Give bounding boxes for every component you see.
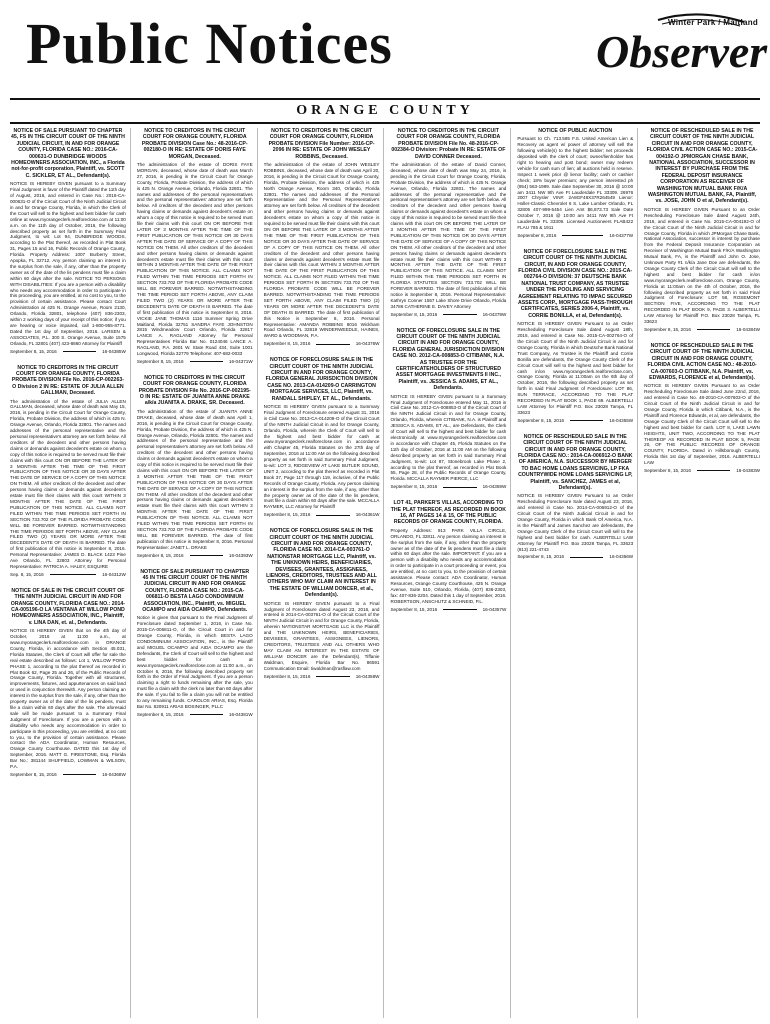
notice-body: NOTICE IS HEREBY GIVEN Pursuant to an Order Rescheduling Foreclosure Sale dated August 24th, 2016, and entered in Case No. 2015-CA-004192-O of the Circuit Court of the Ninth Judicial Circuit in and for Orange County, Florida in which JPMorgan Chase Bank, National Association, successor in interest by purchase from the Federal Deposit Insurance Corporation as Receiver of Washington Mutual Bank F/K/A Washington Mutual Bank, FA, is the Plaintiff and John O. Jose, Unknown Party #1 n/k/a Jane Doe are defendants, the Orange County Clerk of the Circuit Court will sell to the highest and best bidder for cash in/on www.myorangeclerk.realforeclose.com, Orange County, Florida at 11:00am on the 4th of October, 2016, the following described property as set forth in said Final Judgment of Foreclosure: LOT 58, ROSEMONT SECTION FIVE, ACCORDING TO THE PLAT RECORDED IN PLAT BOOK 9, PAGE 3. ALBERTELLI LAW Attorney for Plaintiff P.O. Box 23028 Tampa, FL 33623 — [644, 206, 760, 325]
notice-reference — [517, 554, 633, 560]
notice-body: Notice is given that pursuant to the Final Judgment of Foreclosure dated September 1, 2016, in Case No. 2015-CA-006811-O, of the Circuit Court in and for Orange County, Florida, in which BESTA LAGO CONDOMINIUM ASSOCIATION, INC., is the Plaintiff and MIGUEL OCAMPO and AIDA OCAMPO are the Defendants, the Clerk of Court will sell to the highest and best bidder for cash at www.myorangeclerk.realforeclose.com at 11:00 a.m., on October 6, 2016, the following described property set forth in the Order of Final Judgment. If you are a person claiming a right to funds remaining after the sale, you must file a claim with the clerk no later than 60 days after the sale. If you fail to file a claim you will not be entitled to any remaining funds. CAROLOS ARIAS, Esq. Florida Bar No. 820911 ARIAS BOSINGER, PLLC — [136, 615, 253, 709]
notice-reference — [10, 772, 126, 778]
notice-id: 16-04368W — [102, 771, 126, 777]
legal-notice — [390, 328, 506, 491]
notice-divider — [570, 557, 603, 558]
notice-heading: NOTICE OF FORECLOSURE SALE IN THE CIRCUIT COURT OF THE NINTH JUDICIAL CIRCUIT, IN AND FOR ORANGE COUNTY, FLORIDA CIVIL DIVISION CASE NO.: 2015-CA-002764-O DIVISION: 37 DEUTSCHE BANK NATIONAL TRUST COMPANY, AS TRUSTEE UNDER THE POOLING AND SERVICING AGREEMENT RELATING TO IMPAC SECURED ASSETS CORP., MORTGAGE PASS-THROUGH CERTIFICATES, SERIES 2006-4, Plaintiff, vs. CORRIE BONILLA, et al, Defendant(s). — [517, 248, 633, 319]
legal-notice — [264, 357, 380, 518]
notice-divider — [570, 420, 603, 421]
notice-body: The administration of the estate of JOHN WESLEY ROBBINS, deceased, whose date of death was April 20, 2016, is pending in the Circuit Court for Orange County, Florida, Probate Division, the address of which is 425 North Orange Avenue, Room 340, Orlando, Florida 32801. The names and addresses of the Personal Representative and the Personal Representative's attorney are set forth below. All creditors of the decedent and other persons having claims or demands against decedent's estate on whom a copy of this notice is required to be served must file their claims with this court ON OR BEFORE THE LATER OF 3 MONTHS AFTER THE TIME OF THE FIRST PUBLICATION OF THIS NOTICE OR 30 DAYS AFTER THE DATE OF SERVICE OF A COPY OF THIS NOTICE ON THEM. All other creditors of the decedent and other persons having claims or demands against decedent's estate must file their claims with this court WITHIN 3 MONTHS AFTER THE DATE OF THE FIRST PUBLICATION OF THIS NOTICE. ALL CLAIMS NOT FILED WITHIN THE TIME PERIODS SET FORTH IN SECTION 733.702 OF THE FLORIDA PROBATE CODE WILL BE FOREVER BARRED. NOTWITHSTANDING THE TIME PERIODS SET FORTH ABOVE, ANY CLAIM FILED TWO (2) YEARS OR MORE AFTER THE DECEDENT'S DATE OF DEATH IS BARRED. The date of first publication of this Notice is September 8, 2016. Personal Representative: AMANDA ROBBINS 8016 Wickham Road Orlando, FL 32819 WINDERWEEDLE, HAINES, WARD & WOODMAN, P.A. — [263, 162, 380, 339]
notice-heading: NOTICE TO CREDITORS IN THE CIRCUIT COURT FOR ORANGE COUNTY, FLORIDA PROBATE DIVISION Case No.: 48-2016-CP-002180-O IN RE: ESTATE OF DORIS FAYE MORGAN, Deceased. — [141, 128, 248, 160]
notice-divider — [316, 344, 349, 345]
observer-logo — [588, 12, 768, 88]
notice-reference — [390, 312, 506, 318]
notice-reference — [137, 359, 253, 365]
notice-id: 16-04312W — [102, 571, 126, 577]
notice-body: The administration of the estate of JULIA ALLEN GALLMAN, deceased, whose date of death was May 15, 2016, is pending in the Circuit Court for Orange County, Florida, Probate Division, the address of which is 425 N. Orange Avenue, Orlando, Florida 32801. The names and addresses of the personal representative and the personal representative's attorney are set forth below. All creditors of the decedent and other persons having claims or demands against decedent's estate on whom a copy of this notice is required to be served must file their claims with this court ON OR BEFORE THE LATER OF 3 MONTHS AFTER THE TIME OF THE FIRST PUBLICATION OF THIS NOTICE OR 30 DAYS AFTER THE DATE OF SERVICE OF A COPY OF THIS NOTICE ON THEM. All other creditors of the decedent and other persons having claims or demands against decedent's estate must file their claims with this court WITHIN 3 MONTHS AFTER THE DATE OF THE FIRST PUBLICATION OF THIS NOTICE. ALL CLAIMS NOT FILED WITHIN THE TIME PERIODS SET FORTH IN SECTION 733.702 OF THE FLORIDA PROBATE CODE WILL BE FOREVER BARRED. NOTWITHSTANDING THE TIME PERIODS SET FORTH ABOVE, ANY CLAIM FILED TWO (2) YEARS OR MORE AFTER THE DECEDENT'S DATE OF DEATH IS BARRED. The date of first publication of this notice is September 8, 2016. Personal Representative: JAMES D. BLACK 1423 Pine Ave Orlando, FL 32803 Attorney for Personal Representative: PATRICIA A. HALEY, ESQUIRE — [10, 398, 126, 569]
notice-body: The administration of the estate of JUANITA ANNE DRAKE, deceased, whose date of death was April 1, 2016, is pending in the Circuit Court for Orange County, Florida, Probate Division, the address of which is 425 N. Orange Avenue, Orlando, Florida 32801. The names and addresses of the personal representative and the personal representative's attorney are set forth below. All creditors of the decedent and other persons having claims or demands against decedent's estate on whom a copy of this notice is required to be served must file their claims with this court ON OR BEFORE THE LATER OF 3 MONTHS AFTER THE TIME OF THE FIRST PUBLICATION OF THIS NOTICE OR 30 DAYS AFTER THE DATE OF SERVICE OF A COPY OF THIS NOTICE ON THEM. All other creditors of the decedent and other persons having claims or demands against decedent's estate must file their claims with this court WITHIN 3 MONTHS AFTER THE DATE OF THE FIRST PUBLICATION OF THIS NOTICE. ALL CLAIMS NOT FILED WITHIN THE TIME PERIODS SET FORTH IN SECTION 733.702 OF THE FLORIDA PROBATE CODE WILL BE FOREVER BARRED. The date of first publication of this notice is September 8, 2016. Personal Representative: JANET L. DRAKE — [136, 408, 253, 550]
notice-column — [264, 128, 385, 1018]
legal-notice — [10, 365, 126, 578]
legal-notice — [137, 569, 253, 718]
notice-body: The administration of the estate of DORIS FAYE MORGAN, deceased, whose date of death was March 27, 2016, is pending in the Circuit Court for Orange County, Florida, Probate Division, the address of which is 425 N. Orange Avenue, Orlando, Florida 32801. The names and addresses of the personal representatives and the personal representatives' attorney are set forth below. All creditors of the decedent and other persons having claims or demands against decedent's estate on whom a copy of this notice is required to be served must file their claims with this court ON OR BEFORE THE LATER OF 3 MONTHS AFTER THE TIME OF THE FIRST PUBLICATION OF THIS NOTICE OR 30 DAYS AFTER THE DATE OF SERVICE OF A COPY OF THIS NOTICE ON THEM. All other creditors of the decedent and other persons having claims or demands against decedent's estate must file their claims with this court WITHIN 3 MONTHS AFTER THE DATE OF THE FIRST PUBLICATION OF THIS NOTICE. ALL CLAIMS NOT FILED WITHIN THE TIME PERIODS SET FORTH IN SECTION 733.702 OF THE FLORIDA PROBATE CODE WILL BE FOREVER BARRED. NOTWITHSTANDING THE TIME PERIOD SET FORTH ABOVE, ANY CLAIM FILED TWO (2) YEARS OR MORE AFTER THE DECEDENT'S DATE OF DEATH IS BARRED. The date of first publication of this notice is September 8, 2016. VICKIE JANE THOMAS 1116 Summer Spring Drive Maitland, Florida 32751 SANDRA FAYE JOHNSTON 2815 Windmeadow Court Orlando, Florida 32817 LANCE A. RAGLAND Attorney for Personal Representatives Florida Bar No. 0124046 LANCE A. RAGLAND, P.A. 2601 W. State Road 434, Suite 1001 Longwood, Florida 32779 Telephone: 407-682-0033 — [136, 162, 253, 357]
page-title: Public Notices — [26, 11, 393, 76]
notice-publication-dates: September 8, 15, 2016 — [390, 484, 438, 490]
notice-reference — [137, 553, 253, 559]
notice-heading: NOTICE OF SALE PURSUANT TO CHAPTER 45 IN THE CIRCUIT COURT OF THE NINTH JUDICIAL CIRCUIT IN AND FOR ORANGE COUNTY, FLORIDA CASE NO.: 2015-CA-006811-O BESTA LAGO CONDOMINIUM ASSOCIATION, INC., Plaintiff, vs. MIGUEL OCAMPO and AIDA OCAMPO, Defendants. — [140, 568, 250, 613]
legal-notice — [264, 528, 380, 679]
notice-body: NOTICE IS HEREBY GIVEN Pursuant to an Order Rescheduling Foreclosure Sale dated August 23, 2016, and entered in Case No. 2014-CA-006912-O of the Circuit Court of the Ninth Judicial Circuit in and for Orange County, Florida in which Bank Of America, N.A. is the Plaintiff and James Sanchez are defendants, the Orange County Clerk of the Circuit Court will sell to the highest and best bidder for cash. ALBERTELLI LAW Attorney for Plaintiff P.O. Box 23028 Tampa, FL 33623 (813) 221-4743 — [517, 493, 634, 552]
notice-divider — [190, 555, 223, 556]
notice-id: 16-04356W — [609, 554, 634, 560]
notice-reference — [10, 572, 126, 578]
logo-wordmark: Observer — [596, 26, 768, 77]
masthead — [0, 0, 770, 96]
notice-id: 16-04379W — [482, 311, 507, 317]
notice-heading: NOTICE OF RESCHEDULED SALE IN THE CIRCUIT COURT OF THE NINTH JUDICIAL CIRCUIT IN AND FOR ORANGE COUNTY, FLORIDA CIVIL ACTION CASE NO.: 2015-CA-004192-O JPMORGAN CHASE BANK, NATIONAL ASSOCIATION, SUCCESSOR IN INTEREST BY PURCHASE FROM THE FEDERAL DEPOSIT INSURANCE CORPORATION AS RECEIVER OF WASHINGTON MUTUAL BANK F/K/A WASHINGTON MUTUAL BANK, FA, Plaintiff, vs. JOSE, JOHN O et al, Defendant(s). — [646, 128, 758, 205]
notice-divider — [190, 361, 223, 362]
notice-id: 16-04384W — [736, 327, 760, 332]
notice-divider — [562, 235, 603, 236]
notice-publication-dates: September 8, 15, 2016 — [390, 311, 438, 317]
notice-id: 16-04381W — [228, 711, 253, 717]
notice-id: 16-04359W — [482, 484, 507, 490]
notice-heading: NOTICE TO CREDITORS IN THE CIRCUIT COURT FOR ORANGE COUNTY, FLORIDA PROBATE DIVISION File No. 2016-CP-002263-O Division 2 IN RE: ESTATE OF JULIA ALLEN GALLMAN, Deceased. — [11, 364, 124, 397]
notice-heading: NOTICE OF RESCHEDULED SALE IN THE CIRCUIT COURT OF THE NINTH JUDICIAL CIRCUIT IN AND FOR ORANGE COUNTY, FLORIDA CIVIL ACTION CASE NO.: 48-2010-CA-007603-O CITIBANK, N.A. Plaintiff, vs. EDWARDS, FLORENCE et al, Defendant(s). — [647, 342, 757, 381]
notice-id: 16-04383W — [736, 468, 760, 474]
notice-column — [10, 128, 131, 1018]
notice-reference — [264, 512, 380, 518]
notice-publication-dates: September 8, 15, 2016 — [644, 468, 691, 474]
notice-reference — [644, 327, 760, 333]
notice-reference — [10, 349, 126, 355]
notice-reference — [264, 674, 380, 680]
notice-id: 16-04361W — [355, 512, 380, 518]
notice-reference — [644, 468, 760, 474]
notice-divider — [697, 329, 730, 330]
notice-heading: NOTICE OF SALE PURSUANT TO CHAPTER 45, FS IN THE CIRCUIT COURT OF THE NINTH JUDICIAL CIRCUIT, IN AND FOR ORANGE COUNTY, FLORIDA CASE NO.: 2016-CA-000631-O DUNBRIDGE WOODS HOMEOWNERS ASSOCIATION, INC., a Florida not-for-profit corporation, Plaintiff, vs. SCOTT C. SICKLER, ET AL., Defendant(s). — [10, 128, 125, 179]
notice-publication-dates: September 8, 2016 — [517, 232, 557, 238]
notice-divider — [50, 574, 96, 575]
notice-divider — [316, 676, 349, 677]
notice-column — [137, 128, 258, 1018]
notice-id: 16-04358W — [355, 673, 380, 679]
notice-body: NOTICE IS HEREBY GIVEN pursuant to a Summary Final Judgment of Foreclosure entered May 11, 2016 in Civil Case No. 2012-CA-008853-O of the Circuit Court of the NINTH Judicial Circuit in and for Orange County, Orlando, Florida, wherein CITIBANK, N.A. is Plaintiff and JESSICA S. ADAMS, ET AL., are Defendants, the Clerk of Court will sell to the highest and best bidder for cash electronically at www.myorangeclerk.realforeclose.com in accordance with Chapter 45, Florida Statutes on the 11th day of October, 2016 at 11:00 AM on the following described property as set forth in said Summary Final Judgment, to-wit: Lot 87, Stonebrook Lake Phase 2, according to the plat thereof, as recorded in Plat Book 55, Page 28, of the Public Records of Orange County, Florida. MCCALLA RAYMER PIERCE, LLC — [390, 393, 507, 482]
legal-notice — [10, 588, 126, 778]
notice-publication-dates: September 8, 15, 2016 — [136, 552, 184, 558]
notice-publication-dates: Sep. 8, 15, 2016 — [10, 571, 44, 577]
notice-id: 16-04385W — [102, 348, 126, 354]
notice-reference — [137, 712, 253, 718]
legal-notice — [644, 343, 760, 474]
notice-columns — [10, 128, 760, 1018]
notice-heading: LOT 41, PARKER'S VILLAS, ACCORDING TO THE PLAT THEREOF, AS RECORDED IN BOOK 16, AT PAGES 14 & 15, OF THE PUBLIC RECORDS OF ORANGE COUNTY, FLORIDA. — [390, 500, 507, 526]
notice-divider — [63, 351, 96, 352]
notice-publication-dates: September 8, 15, 2016 — [10, 348, 57, 354]
notice-column — [644, 128, 760, 1018]
notice-publication-dates: September 8, 15, 2016 — [263, 512, 311, 518]
notice-publication-dates: September 8, 15, 2016 — [644, 327, 691, 332]
legal-notice — [517, 249, 633, 424]
legal-notice — [517, 128, 633, 239]
notice-heading: NOTICE OF PUBLIC AUCTION — [538, 128, 613, 134]
notice-body: NOTICE IS HEREBY GIVEN pursuant to a Summary Final Judgment in favor of the Plaintiff dated the 11th day of August, 2016, and entered in Case No.: 2016-CA-000631-O of the Circuit Court of the Ninth Judicial Circuit in and for Orange County, Florida, in which the Clerk of the Court will sell to the highest and best bidder for cash online at www.myorangeclerk.realforeclose.com at 11:00 a.m. on the 11th day of October, 2016, the following described property as set forth in the Summary Final Judgment, to wit: Lot 94, DUNBRIDGE WOODS, according to the Plat thereof, as recorded in Plat Book 31, Pages 15 and 16, Public Records of Orange County, Florida. Property Address: 1007 Burberry Street, Apopka, FL 32712. Any person claiming an interest in the surplus from the sale, if any, other than the property owner as of the date of the lis pendens must file a claim within 60 days after the sale. NOTICE TO PERSONS WITH DISABILITIES: If you are a person with a disability who needs any accommodation in order to participate in this proceeding, you are entitled, at no cost to you, to the provision of certain assistance. Please contact Court Administration at 425 N. Orange Avenue, Room 2130, Orlando, Florida 32801, telephone (407) 836-2303, within 2 working days of your receipt of this notice; if you are hearing or voice impaired, call 1-800-955-8771. Dated the 1st day of September, 2016. LARSEN & ASSOCIATES, P.L. 300 S. Orange Avenue, Suite 1575 Orlando, FL 32801 (407) 423-8860 Attorney for Plaintiff — [10, 181, 126, 346]
legal-notice — [264, 128, 380, 347]
notice-body: NOTICE IS HEREBY GIVEN Pursuant to an Order Rescheduling Foreclosure Sale dated June 22nd, 2016, and entered in Case No. 48-2010-CA-007603-O of the Circuit Court of the Ninth Judicial Circuit in and for Orange County, Florida in which Citibank, N.A., is the Plaintiff and Florence Edwards, et al, are defendants, the Orange County Clerk of the Circuit Court will sell to the highest and best bidder for cash. LOT 8, LAKE LAWN HEIGHTS, UNIT TWO, ACCORDING TO THE PLAT THEREOF AS RECORDED IN PLAT BOOK 5, PAGE 20, OF THE PUBLIC RECORDS OF ORANGE COUNTY, FLORIDA. Dated in Hillsborough County, Florida this 1st day of September, 2016. ALBERTELLI LAW — [644, 383, 760, 466]
notice-reference — [517, 233, 633, 239]
notice-heading: NOTICE OF FORECLOSURE SALE IN THE CIRCUIT COURT OF THE NINTH JUDICIAL CIRCUIT IN AND FOR ORANGE COUNTY, FLORIDA GENERAL JURISDICTION DIVISION CASE NO. 2012-CA-008853-O CITIBANK, N.A. AS TRUSTEE FOR THE CERTIFICATEHOLDERS OF STRUCTURED ASSET MORTGAGE INVESTMENTS II INC., Plaintiff, vs. JESSICA S. ADAMS, ET AL., Defendants. — [392, 327, 505, 392]
notice-body: Pursuant to Ch. 713.585 F.S. United American Lien & Recovery as agent w/ power of attorney will sell the following vehicle(s) to the highest bidder; net proceeds deposited with the clerk of court; owner/lienholder has right to hearing and post bond; owner may redeem vehicle for cash sum of lien; all auctions held in reserve. Inspect 1 week prior @ lienor facility; cash or cashier check; 18% buyer premium; any person interested ph (954) 563-1999. Sale date September 30, 2016 @ 10:00 am 3411 NW 9th Ave Ft Lauderdale FL 33309. 26976 2007 Chrysler VIN#: 2A8GF48X37R264549 Lienor: Holler-Classic Chevrolet 6 S. Lake Lumber Orlando, FL 32805 407-999-5454 Lien Amt $6,873.73 Sale Date October 7, 2016 @ 10:00 am 3411 NW 9th Ave Ft Lauderdale FL 33309. Licensed Auctioneers FLAB422 FLAU 765 & 1911 — [517, 136, 634, 230]
notice-id: 16-04357W — [482, 606, 507, 612]
notice-id: 16-04376W — [355, 341, 380, 347]
notice-publication-dates: September 8, 15, 2016 — [517, 554, 565, 560]
notice-heading: NOTICE TO CREDITORS IN THE CIRCUIT COURT FOR ORANGE COUNTY, FLORIDA PROBATE DIVISION File Number: 2016-CP-2096 IN RE: ESTATE OF JOHN WESLEY ROBBINS, Deceased. — [268, 128, 375, 160]
notice-divider — [443, 314, 476, 315]
notice-divider — [63, 774, 96, 775]
notice-column — [390, 128, 511, 1018]
notice-publication-dates: September 8, 15, 2016 — [136, 711, 184, 717]
section-banner — [10, 98, 760, 124]
logo-tagline: Winter Park / Maitland — [668, 18, 759, 27]
notice-body: NOTICE IS HEREBY GIVEN Pursuant to an Order Rescheduling Foreclosure Sale dated August 18th, 2016, and entered in Case No. 2015-CA-002764-O of the Circuit Court of the Ninth Judicial Circuit in and for Orange County, Florida in which Deutsche Bank National Trust Company, As Trustee is the Plaintiff and Corrie Bonilla are defendants, the Orange County Clerk of the Circuit Court will sell to the highest and best bidder for cash in/on www.myorangeclerk.realforeclose.com, Orange County, Florida at 11:00am on the 6th day of October, 2016, the following described property as set forth in said Final Judgment of Foreclosure: LOT 86, SUN TERRACE, ACCORDING TO THE PLAT RECORDED IN PLAT BOOK 1, PAGE 69. ALBERTELLI LAW Attorney for Plaintiff P.O. Box 23028 Tampa, FL 33623 — [517, 321, 634, 415]
notice-body: The administration of the estate of David Conner, deceased, whose date of death was May 24, 2016, is pending in the Circuit Court for Orange County, Florida, Probate Division, the address of which is 425 N. Orange Avenue, Orlando, Florida 32801. The names and addresses of the personal representative and the personal representative's attorney are set forth below. All creditors of the decedent and other persons having claims or demands against decedent's estate on whom a copy of this notice is required to be served must file their claims with this court ON OR BEFORE THE LATER OF 3 MONTHS AFTER THE TIME OF THE FIRST PUBLICATION OF THIS NOTICE OR 30 DAYS AFTER THE DATE OF SERVICE OF A COPY OF THIS NOTICE ON THEM. All other creditors of the decedent and other persons having claims or demands against decedent's estate must file their claims with this court WITHIN 3 MONTHS AFTER THE DATE OF THE FIRST PUBLICATION OF THIS NOTICE. ALL CLAIMS NOT FILED WITHIN THE TIME PERIODS SET FORTH IN FLORIDA STATUTES SECTION 733.702 WILL BE FOREVER BARRED. The date of first publication of this notice is September 8, 2016. Personal Representative: Kathryn Conner 1557 Lake Shore Drive Orlando, Florida 34786 CATHERINE E. DAVEY Attorney — [390, 162, 507, 309]
notice-publication-dates: September 8, 15, 2016 — [517, 417, 565, 423]
notice-reference — [390, 484, 506, 490]
legal-notice — [137, 128, 253, 365]
notice-publication-dates: September 8, 15, 2016 — [136, 358, 184, 364]
legal-notice — [390, 128, 506, 318]
notice-publication-dates: September 8, 15, 2016 — [263, 673, 311, 679]
notice-publication-dates: September 8, 15, 2016 — [390, 606, 438, 612]
notice-body: NOTICE IS HEREBY GIVEN that on the 4th day of October, 2016 at 11:00 a.m., at www.myorangeclerk.realforeclose.com in ORANGE County, Florida, in accordance with Section 45.031, Florida Statutes, the Clerk of Court will offer for sale the real estate described as follows: Lot 1, WILLOW POND PHASE 1, according to the plat thereof as recorded in Plat Book 62, Page 25 and 26, of the Public Records of Orange County, Florida. Together with all structures, improvements, fixtures, and appurtenances on said land or used in conjunction therewith. Any person claiming an interest in the surplus from the sale, if any, other than the property owner as of the date of the lis pendens, must file a claim within 60 days after the sale. The aforesaid sale will be made pursuant to a Summary Final Judgment of Foreclosure. If you are a person with a disability who needs any accommodation in order to participate in this proceeding, you are entitled, at no cost to you, to the provision of certain assistance. Please contact the ADA Coordinator, Human Resources, Orange County Courthouse. DATED this 1st day of September, 2016. MATT G. FIRESTONE, Esq. Florida Bar No.: 381144 SHUFFIELD, LOWMAN & WILSON, P.A. — [10, 628, 126, 770]
section-banner-label: ORANGE COUNTY — [296, 103, 474, 118]
notice-heading: NOTICE TO CREDITORS IN THE CIRCUIT COURT FOR ORANGE COUNTY, FLORIDA PROBATE DIVISION File No. 2016-CP-002195-O IN RE: ESTATE OF JUANITA ANNE DRAKE a/k/a JUANITA A. DRAKE, SR. Deceased. — [138, 374, 251, 407]
notice-divider — [443, 609, 476, 610]
notice-body: Property Address: 913 PARK VILLA CIRCLE, ORLANDO, FL 32811. Any person claiming an interest in the surplus from the sale, if any, other than the property owner as of the date of the lis pendens must file a claim within 60 days after the sale. IMPORTANT: If you are a person with a disability who needs any accommodation in order to participate in a court proceeding or event, you are entitled, at no cost to you, to the provision of certain assistance. Please contact: ADA Coordinator, Human Resources, Orange County Courthouse, 425 N. Orange Avenue, Suite 510, Orlando, Florida, (407) 836-2303, fax: 407-836-2204. Dated this 1 day of September, 2016. ROBERTSON, ANSCHUTZ & SCHNEID, P.L. — [390, 527, 507, 604]
notice-id: 16-04371W — [228, 358, 253, 364]
notice-heading: NOTICE OF RESCHEDULED SALE IN THE CIRCUIT COURT OF THE NINTH JUDICIAL CIRCUIT IN AND FOR ORANGE COUNTY, FLORIDA CASE NO.: 2014-CA-006912-O BANK OF AMERICA, N.A. SUCCESSOR BY MERGER TO BAC HOME LOANS SERVICING, LP FKA COUNTRYWIDE HOME LOANS SERVICING LP, Plaintiff, vs. SANCHEZ, JAMES et al, Defendant(s). — [517, 433, 633, 491]
notice-divider — [443, 487, 476, 488]
notice-id: 16-04377W — [609, 232, 634, 238]
legal-notice — [10, 128, 126, 355]
legal-notice — [517, 434, 633, 561]
notice-heading: NOTICE OF SALE IN THE CIRCUIT COURT OF THE NINTH JUDICIAL CIRCUIT IN AND FOR ORANGE COUNTY, FLORIDA CASE NO.: 2014-CA-005196-O LA VENTANA AT WILLOW POND HOMEOWNERS ASSOCIATION, INC., Plaintiff, v. LINA DAN, et. al., Defendants. — [10, 587, 126, 626]
legal-notice — [390, 500, 506, 612]
notice-divider — [697, 470, 730, 471]
notice-id: 16-04393W — [228, 552, 253, 558]
notice-reference — [390, 607, 506, 613]
notice-divider — [316, 515, 349, 516]
notice-publication-dates: September 8, 15, 2016 — [10, 771, 57, 777]
notice-reference — [517, 418, 633, 424]
notice-publication-dates: September 8, 15, 2016 — [263, 341, 311, 347]
notice-divider — [190, 714, 223, 715]
notice-reference — [264, 341, 380, 347]
notice-id: 16-04355W — [609, 417, 634, 423]
legal-notice — [644, 128, 760, 333]
legal-notice — [137, 375, 253, 559]
notice-body: NOTICE IS HEREBY GIVEN pursuant to a Summary Final Judgment of Foreclosure entered August 31, 2016 in Civil Case No. 2013-CA-014209-O of the Circuit Court of the NINTH Judicial Circuit in and for Orange County, Orlando, Florida, wherein the Clerk of Court will sell to the highest and best bidder for cash at www.myorangeclerk.realforeclose.com in accordance with Chapter 45, Florida Statutes on the 27th day of September, 2016 at 11:00 AM on the following described property as set forth in said Summary Final Judgment, to-wit: LOT 3, RIDGEVIEW AT LAKE BUTLER SOUND, UNIT 2, according to the plat thereof as recorded in Plat Book 37, Page 117 through 119, inclusive, of the Public Records of Orange County, Florida. Any person claiming an interest in the surplus from the sale, if any, other than the property owner as of the date of the lis pendens, must file a claim within 60 days after the sale. MCCALLA RAYMER, LLC Attorney for Plaintiff — [263, 403, 380, 510]
notice-heading: NOTICE TO CREDITORS IN THE CIRCUIT COURT FOR ORANGE COUNTY, FLORIDA PROBATE DIVISION File No. 48-2016-CP-002384-O Division: Probate IN RE: ESTATE OF DAVID CONNER Deceased. — [391, 128, 506, 160]
notice-column — [517, 128, 638, 1018]
notice-heading: NOTICE OF FORECLOSURE SALE IN THE CIRCUIT COURT OF THE NINTH JUDICIAL CIRCUIT IN AND FOR ORANGE COUNTY, FLORIDA GENERAL JURISDICTION DIVISION CASE NO. 2013-CA-014209-O CARRINGTON MORTGAGE SERVICES, LLC, Plaintiff, vs. RANDALL SHIPLEY, ET AL., Defendants. — [265, 357, 378, 402]
notice-heading: NOTICE OF FORECLOSURE SALE IN THE CIRCUIT COURT OF THE NINTH JUDICIAL CIRCUIT IN AND FOR ORANGE COUNTY, FLORIDA CASE NO. 2014-CA-003761-O NATIONSTAR MORTGAGE LLC, Plaintiff, vs. THE UNKNOWN HEIRS, BENEFICIARIES, DEVISEES, GRANTEES, ASSIGNEES, LIENORS, CREDITORS, TRUSTEES AND ALL OTHERS WHO MAY CLAIM AN INTEREST IN THE ESTATE OF WILLIAM DONCER, et al., Defendant(s). — [266, 528, 377, 599]
notice-body: NOTICE IS HEREBY GIVEN pursuant to a Final Judgment of Foreclosure dated August 23, 2016, and entered in 2014-CA-003761-O of the Circuit Court of the NINTH Judicial Circuit in and for Orange County, Florida, wherein NATIONSTAR MORTGAGE LLC is the Plaintiff and THE UNKNOWN HEIRS, BENEFICIARIES, DEVISEES, GRANTEES, ASSIGNEES, LIENORS, CREDITORS, TRUSTEES AND ALL OTHERS WHO MAY CLAIM AN INTEREST IN THE ESTATE OF WILLIAM DONCER are the Defendant(s). Tiffanie Waldman, Esquire, Florida Bar No. 86591 Communication Email: tiwaldman@rasflaw.com — [263, 600, 380, 671]
